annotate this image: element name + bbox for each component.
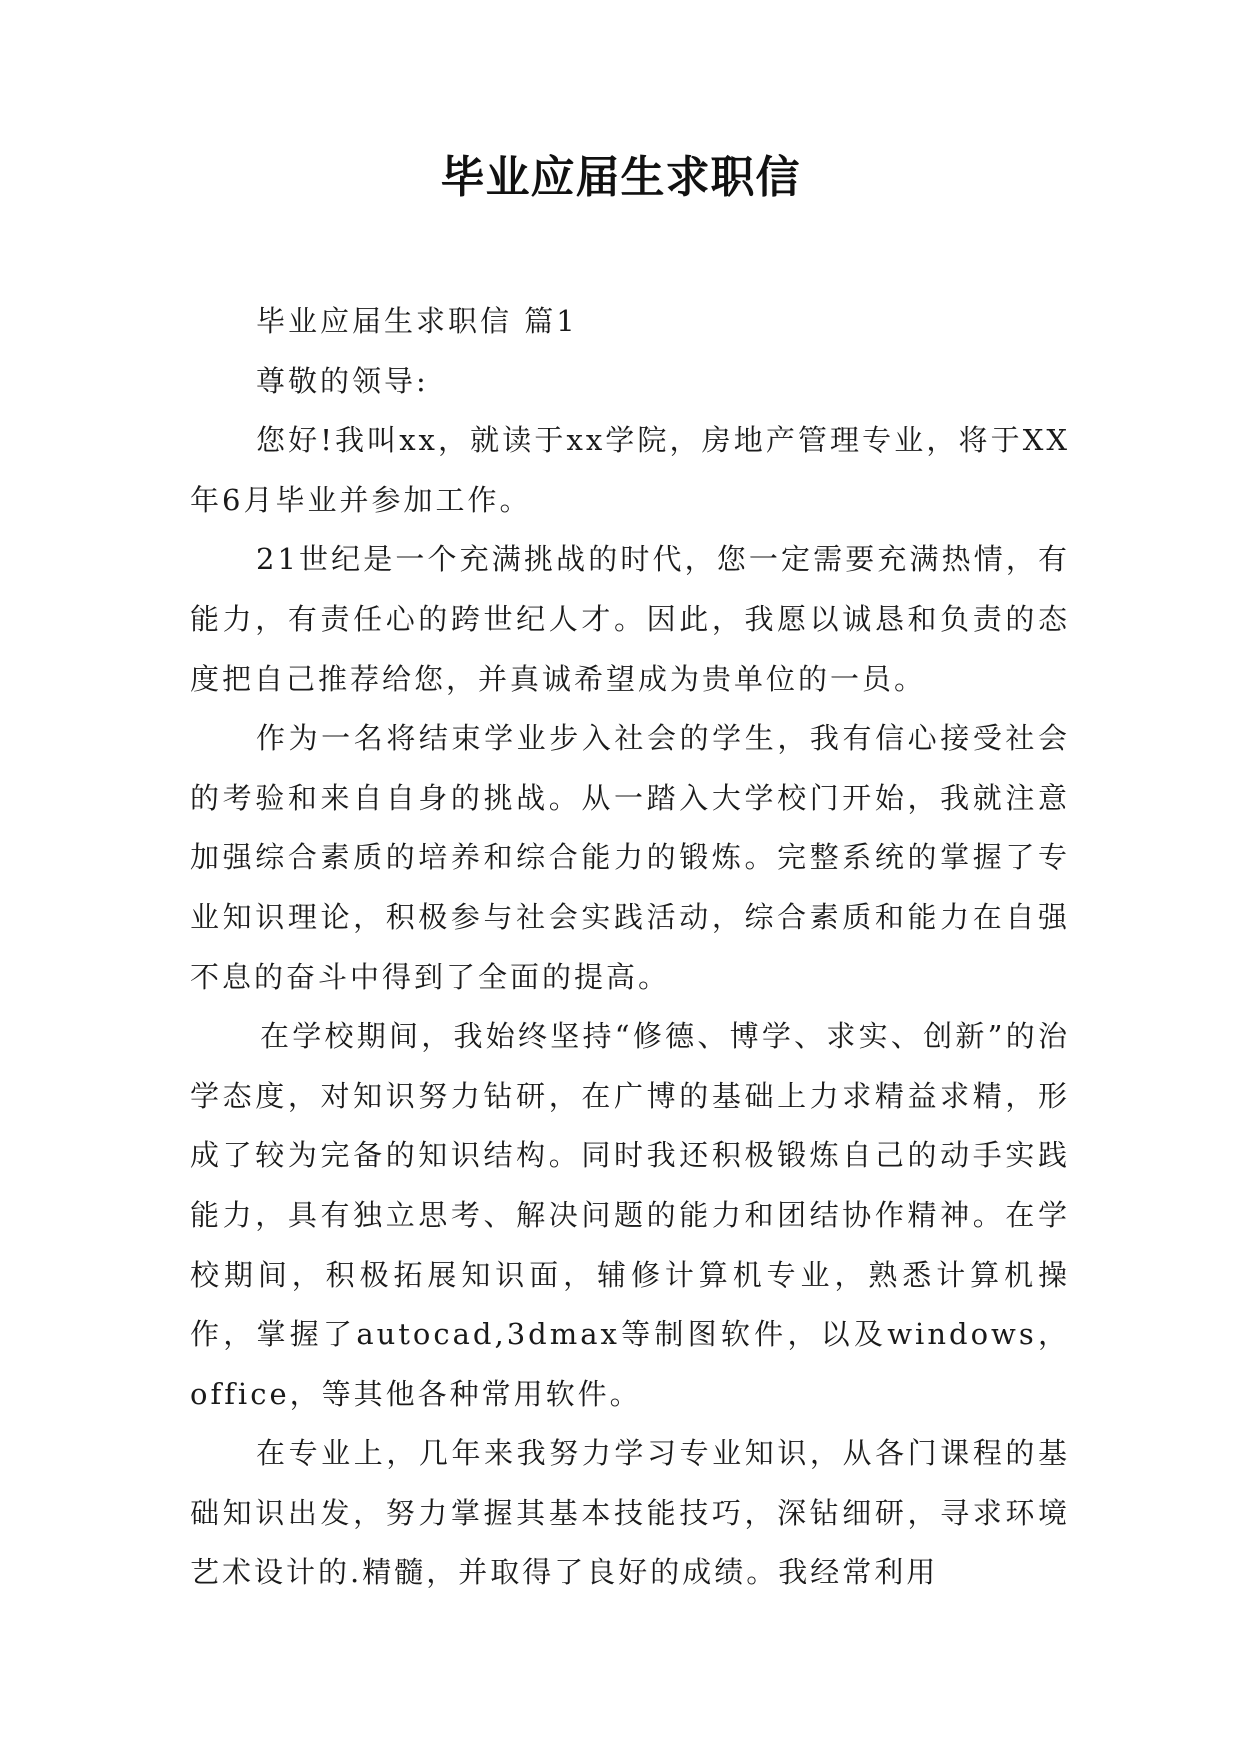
body-paragraph: 21世纪是一个充满挑战的时代，您一定需要充满热情，有能力，有责任心的跨世纪人才。因此，我愿以诚恳和负责的态度把自己推荐给您，并真诚希望成为贵单位的一员。 — [190, 542, 1070, 696]
body-paragraph: 在专业上，几年来我努力学习专业知识，从各门课程的基础知识出发，努力掌握其基本技能技巧，深钻细研，寻求环境艺术设计的.精髓，并取得了良好的成绩。我经常利用 — [190, 1436, 1070, 1590]
body-paragraph: 作为一名将结束学业步入社会的学生，我有信心接受社会的考验和来自自身的挑战。从一踏入大学校门开始，我就注意加强综合素质的培养和综合能力的锻炼。完整系统的掌握了专业知识理论，积极参与社会实践活动，综合素质和能力在自强不息的奋斗中得到了全面的提高。 — [190, 721, 1070, 994]
body-paragraph: 您好!我叫xx，就读于xx学院，房地产管理专业，将于XX年6月毕业并参加工作。 — [190, 423, 1070, 517]
salutation: 尊敬的领导: — [256, 363, 429, 398]
document-title: 毕业应届生求职信 — [440, 152, 801, 203]
body-paragraph: 在学校期间，我始终坚持“修德、博学、求实、创新”的治学态度，对知识努力钻研，在广博的基础上力求精益求精，形成了较为完备的知识结构。同时我还积极锻炼自己的动手实践能力，具有独立思考、解决问题的能力和团结协作精神。在学校期间，积极拓展知识面，辅修计算机专业，熟悉计算机操作，掌握了autocad,3dmax等制图软件，以及windows，office，等其他各种常用软件。 — [190, 1019, 1070, 1411]
section-heading: 毕业应届生求职信 篇1 — [256, 304, 578, 338]
document-body — [190, 292, 1070, 1603]
